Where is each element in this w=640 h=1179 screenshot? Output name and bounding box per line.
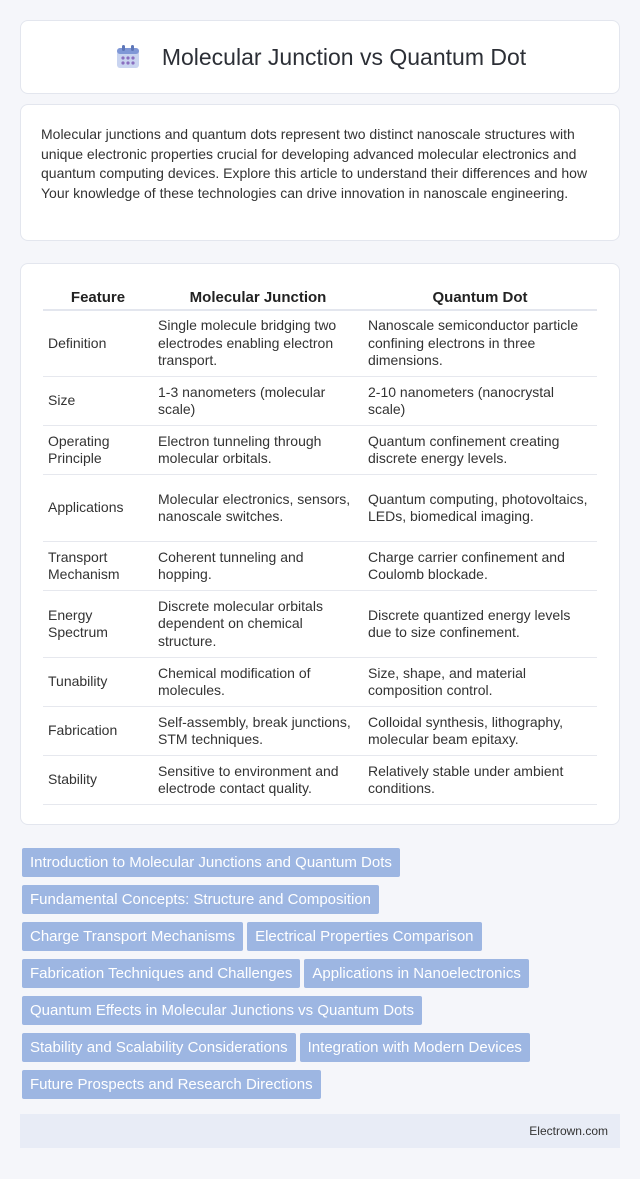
table-cell: Sensitive to environment and electrode contact quality. <box>153 756 363 805</box>
table-cell: Size, shape, and material composition control. <box>363 658 597 707</box>
link-row <box>22 1070 622 1107</box>
table-row <box>43 756 597 805</box>
footer <box>20 1114 620 1148</box>
table-row <box>43 707 597 756</box>
table-row <box>43 542 597 591</box>
related-links <box>22 848 622 1107</box>
link-quantum-effects[interactable]: Quantum Effects in Molecular Junctions vs Quantum Dots <box>22 996 422 1025</box>
footer-site-link[interactable]: Electrown.com <box>529 1124 608 1138</box>
link-fabrication-techniques[interactable]: Fabrication Techniques and Challenges <box>22 959 300 988</box>
intro-card <box>20 104 620 241</box>
link-row <box>22 959 622 996</box>
link-row <box>22 922 622 959</box>
link-integration[interactable]: Integration with Modern Devices <box>300 1033 530 1062</box>
table-cell: Quantum computing, photovoltaics, LEDs, biomedical imaging. <box>363 475 597 542</box>
table-cell: Stability <box>43 756 153 805</box>
table-cell: Single molecule bridging two electrodes enabling electron transport. <box>153 311 363 377</box>
header-molecular-junction: Molecular Junction <box>153 284 363 311</box>
table-row <box>43 591 597 658</box>
table-cell: 2-10 nanometers (nanocrystal scale) <box>363 377 597 426</box>
link-introduction[interactable]: Introduction to Molecular Junctions and Quantum Dots <box>22 848 400 877</box>
table-cell: Relatively stable under ambient conditions. <box>363 756 597 805</box>
intro-text: Molecular junctions and quantum dots represent two distinct nanoscale structures with unique electronic properties crucial for developing advanced molecular electronics and quantum computing devices. Explore this article to understand their differences and how Your knowledge of these technologies can drive innovation in nanoscale engineering. <box>41 126 588 201</box>
link-row <box>22 996 622 1033</box>
link-row <box>22 1033 622 1070</box>
table-cell: Molecular electronics, sensors, nanoscale switches. <box>153 475 363 542</box>
table-cell: Definition <box>43 311 153 377</box>
table-cell: Electron tunneling through molecular orbitals. <box>153 426 363 475</box>
table-cell: Coherent tunneling and hopping. <box>153 542 363 591</box>
header-card <box>20 20 620 94</box>
link-future-prospects[interactable]: Future Prospects and Research Directions <box>22 1070 321 1099</box>
comparison-table-card <box>20 263 620 825</box>
table-cell: 1-3 nanometers (molecular scale) <box>153 377 363 426</box>
link-row <box>22 885 622 922</box>
page-title: Molecular Junction vs Quantum Dot <box>161 43 527 70</box>
table-header-row <box>43 284 597 311</box>
table-cell: Tunability <box>43 658 153 707</box>
header-quantum-dot: Quantum Dot <box>363 284 597 311</box>
header-feature: Feature <box>43 284 153 311</box>
link-row <box>22 848 622 885</box>
table-row <box>43 377 597 426</box>
table-cell: Self-assembly, break junctions, STM techniques. <box>153 707 363 756</box>
table-cell: Charge carrier confinement and Coulomb blockade. <box>363 542 597 591</box>
table-row <box>43 475 597 542</box>
table-cell: Operating Principle <box>43 426 153 475</box>
table-cell: Quantum confinement creating discrete energy levels. <box>363 426 597 475</box>
table-cell: Transport Mechanism <box>43 542 153 591</box>
link-charge-transport[interactable]: Charge Transport Mechanisms <box>22 922 243 951</box>
table-row <box>43 311 597 377</box>
calendar-icon <box>114 43 142 71</box>
table-cell: Applications <box>43 475 153 542</box>
table-cell: Size <box>43 377 153 426</box>
link-fundamental-concepts[interactable]: Fundamental Concepts: Structure and Composition <box>22 885 379 914</box>
table-row <box>43 658 597 707</box>
table-cell: Fabrication <box>43 707 153 756</box>
link-electrical-properties[interactable]: Electrical Properties Comparison <box>247 922 481 951</box>
table-cell: Discrete quantized energy levels due to size confinement. <box>363 591 597 658</box>
table-row <box>43 426 597 475</box>
link-applications[interactable]: Applications in Nanoelectronics <box>304 959 528 988</box>
comparison-table <box>43 284 597 805</box>
link-stability-scalability[interactable]: Stability and Scalability Considerations <box>22 1033 296 1062</box>
table-cell: Discrete molecular orbitals dependent on chemical structure. <box>153 591 363 658</box>
table-cell: Nanoscale semiconductor particle confining electrons in three dimensions. <box>363 311 597 377</box>
table-cell: Colloidal synthesis, lithography, molecular beam epitaxy. <box>363 707 597 756</box>
table-cell: Energy Spectrum <box>43 591 153 658</box>
table-cell: Chemical modification of molecules. <box>153 658 363 707</box>
